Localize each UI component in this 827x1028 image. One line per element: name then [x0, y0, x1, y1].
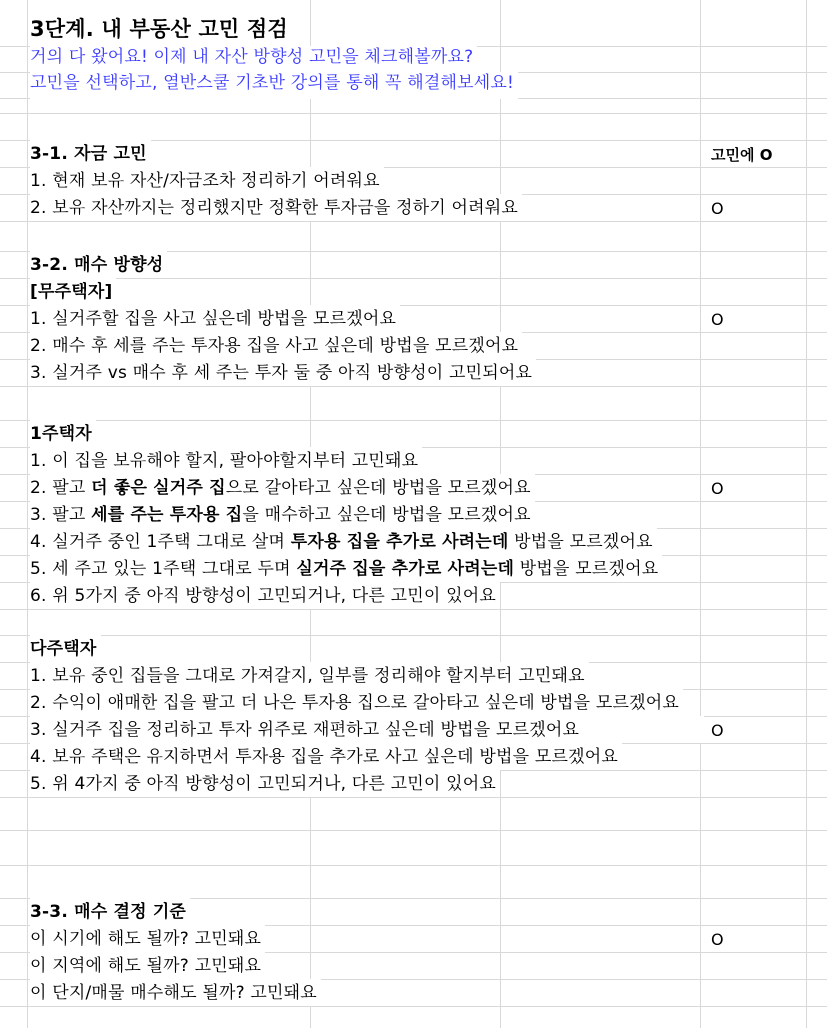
- check-mark: O: [711, 310, 724, 329]
- row-border: [0, 386, 827, 387]
- subsection-heading-nohouse: [무주택자]: [30, 278, 116, 305]
- section-row-funds[interactable]: [0, 140, 827, 167]
- list-item-text: 방법을 모르겠어요: [508, 532, 653, 552]
- check-mark: O: [711, 930, 724, 949]
- list-item: 4. 보유 주택은 유지하면서 투자용 집을 추가로 사고 싶은데 방법을 모르겠어요: [30, 743, 622, 770]
- row-border: [0, 1006, 827, 1007]
- table-row[interactable]: [0, 194, 827, 221]
- table-row[interactable]: [0, 743, 827, 770]
- table-row[interactable]: [0, 555, 827, 582]
- section-row-criteria[interactable]: [0, 898, 827, 925]
- table-row[interactable]: [0, 474, 827, 501]
- section-row-direction[interactable]: [0, 251, 827, 278]
- check-mark: O: [711, 199, 724, 218]
- subsection-heading-multi: 다주택자: [30, 635, 101, 662]
- check-mark: O: [711, 479, 724, 498]
- list-item-emphasis: 투자용 집을 추가로 사려는데: [290, 532, 509, 552]
- section-heading-criteria: 3-3. 매수 결정 기준: [30, 898, 190, 925]
- intro-row-1[interactable]: [0, 46, 827, 73]
- list-item-text: 을 매수하고 싶은데 방법을 모르겠어요: [242, 505, 531, 525]
- row-border: [0, 113, 827, 114]
- section-heading-funds: 3-1. 자금 고민: [30, 140, 151, 167]
- list-item: 2. 보유 자산까지는 정리했지만 정확한 투자금을 정하기 어려워요: [30, 194, 522, 221]
- table-row[interactable]: [0, 528, 827, 555]
- list-item: 6. 위 5가지 중 아직 방향성이 고민되거나, 다른 고민이 있어요: [30, 582, 500, 609]
- list-item-text: 방법을 모르겠어요: [514, 559, 659, 579]
- subsection-row-onehouse[interactable]: [0, 420, 827, 447]
- list-item: 3. 실거주 vs 매수 후 세 주는 투자 둘 중 아직 방향성이 고민되어요: [30, 359, 536, 386]
- table-row[interactable]: [0, 716, 827, 743]
- table-row[interactable]: [0, 332, 827, 359]
- table-row[interactable]: [0, 952, 827, 979]
- table-row[interactable]: [0, 770, 827, 797]
- list-item: 이 지역에 해도 될까? 고민돼요: [30, 952, 265, 979]
- sheet-title-row[interactable]: [0, 14, 827, 46]
- list-item: 3. 실거주 집을 정리하고 투자 위주로 재편하고 싶은데 방법을 모르겠어요: [30, 716, 704, 743]
- check-column-header: 고민에 O: [711, 146, 773, 164]
- sheet-title: 3단계. 내 부동산 고민 점검: [30, 14, 292, 46]
- table-row[interactable]: [0, 582, 827, 609]
- row-border: [0, 609, 827, 610]
- check-mark: O: [711, 721, 724, 740]
- list-item-text: 3. 팔고: [30, 505, 92, 525]
- intro-row-2[interactable]: [0, 72, 827, 99]
- table-row[interactable]: [0, 447, 827, 474]
- subsection-row-multi[interactable]: [0, 635, 827, 662]
- list-item: 2. 수익이 애매한 집을 팔고 더 나은 투자용 집으로 갈아타고 싶은데 방법을 모르겠어요: [30, 689, 683, 716]
- table-row[interactable]: [0, 662, 827, 689]
- list-item: [30, 501, 535, 528]
- table-row[interactable]: [0, 501, 827, 528]
- subsection-row-nohouse[interactable]: [0, 278, 827, 305]
- table-row[interactable]: [0, 925, 827, 952]
- row-border: [0, 865, 827, 866]
- list-item-text: 4. 실거주 중인 1주택 그대로 살며: [30, 532, 291, 552]
- intro-line-2: 고민을 선택하고, 열반스쿨 기초반 강의를 통해 꼭 해결해보세요!: [30, 72, 518, 99]
- row-border: [0, 221, 827, 222]
- list-item: 이 시기에 해도 될까? 고민돼요: [30, 925, 265, 952]
- list-item-text: 5. 세 주고 있는 1주택 그대로 두며: [30, 559, 297, 579]
- table-row[interactable]: [0, 359, 827, 386]
- list-item: 5. 위 4가지 중 아직 방향성이 고민되거나, 다른 고민이 있어요: [30, 770, 500, 797]
- list-item: [30, 528, 657, 555]
- list-item: 1. 보유 중인 집들을 그대로 가져갈지, 일부를 정리해야 할지부터 고민돼요: [30, 662, 589, 689]
- row-border: [0, 830, 827, 831]
- list-item: 2. 매수 후 세를 주는 투자용 집을 사고 싶은데 방법을 모르겠어요: [30, 332, 522, 359]
- list-item: [30, 474, 535, 501]
- list-item: 1. 이 집을 보유해야 할지, 팔아야할지부터 고민돼요: [30, 447, 422, 474]
- table-row[interactable]: [0, 305, 827, 332]
- table-row[interactable]: [0, 167, 827, 194]
- table-row[interactable]: [0, 979, 827, 1006]
- intro-line-1: 거의 다 왔어요! 이제 내 자산 방향성 고민을 체크해볼까요?: [30, 46, 477, 73]
- list-item: 1. 실거주할 집을 사고 싶은데 방법을 모르겠어요: [30, 305, 400, 332]
- section-heading-direction: 3-2. 매수 방향성: [30, 251, 167, 278]
- list-item-text: 2. 팔고: [30, 478, 92, 498]
- list-item-emphasis: 실거주 집을 추가로 사려는데: [296, 559, 515, 579]
- subsection-heading-onehouse: 1주택자: [30, 420, 96, 447]
- list-item: 이 단지/매물 매수해도 될까? 고민돼요: [30, 979, 321, 1006]
- list-item-text: 으로 갈아타고 싶은데 방법을 모르겠어요: [225, 478, 531, 498]
- list-item-emphasis: 더 좋은 실거주 집: [91, 478, 226, 498]
- table-row[interactable]: [0, 689, 827, 716]
- row-border: [0, 797, 827, 798]
- list-item: 1. 현재 보유 자산/자금조차 정리하기 어려워요: [30, 167, 384, 194]
- list-item: [30, 555, 662, 582]
- list-item-emphasis: 세를 주는 투자용 집: [91, 505, 243, 525]
